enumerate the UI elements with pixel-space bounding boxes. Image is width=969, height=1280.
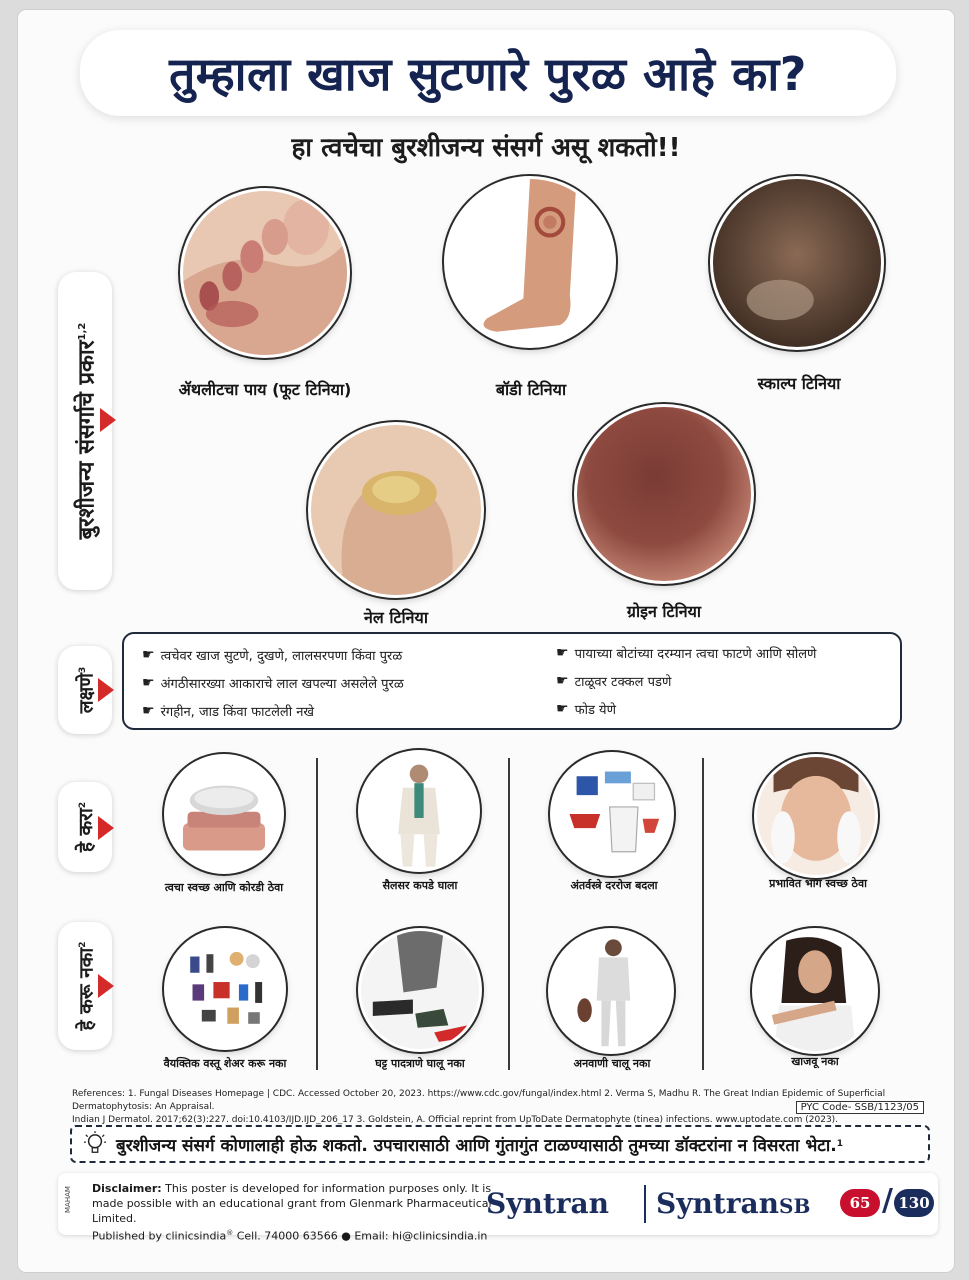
badge-65: 65 <box>840 1189 880 1217</box>
type-caption-nail: नेल टिनिया <box>364 608 428 627</box>
symptoms-box <box>122 632 902 730</box>
list-item: ☛ रंगहीन, जाड किंवा फाटलेली नखे <box>142 703 315 720</box>
lightbulb-icon <box>84 1131 106 1157</box>
type-caption-scalp: स्काल्प टिनिया <box>757 374 841 393</box>
arrow-icon <box>98 816 114 840</box>
body-tinea-image <box>444 176 616 348</box>
barefoot-image <box>548 928 674 1054</box>
dont-caption-footwear: घट्ट पादत्राणे घालू नका <box>375 1057 465 1070</box>
side-tab-types-label: बुरशीजन्य संसर्गाचे प्रकार <box>74 340 99 540</box>
list-item: ☛ अंगठीसारख्या आकाराचे लाल खपल्या असलेले पुरळ <box>142 675 404 692</box>
loose-clothes-image <box>358 750 480 872</box>
side-tab-do-label: हे करा <box>74 808 97 853</box>
tight-footwear-image <box>358 928 482 1052</box>
brand-syntran-sb: SyntranSB <box>656 1187 811 1220</box>
side-tab-do <box>58 782 112 872</box>
disclaimer: Disclaimer: This poster is developed for information purposes only. It is made possible with an educational grant from Glenmark Pharmaceutical Limited. Published by clinicsindia® Cell. 74000 63566 ● Email: hi@clinicsindia.in <box>92 1182 492 1243</box>
doctor-callout <box>70 1125 930 1163</box>
title-banner <box>80 30 896 116</box>
arrow-icon <box>100 408 116 432</box>
side-tab-types-ref: 1,2 <box>76 322 88 341</box>
brand-separator <box>644 1185 646 1223</box>
side-tab-symptoms-ref: 3 <box>77 666 88 674</box>
arrow-icon <box>98 974 114 998</box>
pointing-hand-icon: ☛ <box>142 703 155 719</box>
athletes-foot-image <box>180 188 350 358</box>
scalp-tinea-image <box>710 176 884 350</box>
list-item: ☛ पायाच्या बोटांच्या दरम्यान त्वचा फाटणे आणि सोलणे <box>556 645 817 662</box>
side-tab-symptoms-label: लक्षणे <box>74 673 97 714</box>
page-title: तुम्हाला खाज सुटणारे पुरळ आहे का? <box>169 47 807 101</box>
badge-130: 130 <box>894 1189 934 1217</box>
brand-syntran: Syntran <box>486 1187 610 1220</box>
column-divider <box>702 758 704 1070</box>
pointing-hand-icon: ☛ <box>556 673 569 689</box>
dont-caption-share: वैयक्तिक वस्तू शेअर करू नका <box>163 1057 287 1070</box>
towel-image <box>164 754 284 874</box>
type-caption-body: बॉडी टिनिया <box>495 380 567 399</box>
type-caption-athletes-foot: ॲथलीटचा पाय (फूट टिनिया) <box>178 380 352 399</box>
pointing-hand-icon: ☛ <box>142 647 155 663</box>
do-caption-innerwear: अंतर्वस्त्रे दररोज बदला <box>570 879 658 892</box>
pointing-hand-icon: ☛ <box>556 701 569 717</box>
list-item: ☛ त्वचेवर खाज सुटणे, दुखणे, लालसरपणा किंवा पुरळ <box>142 647 403 664</box>
side-tab-do-ref: 2 <box>77 801 88 809</box>
groin-tinea-image <box>574 404 754 584</box>
badge-slash: / <box>882 1183 893 1218</box>
dont-caption-barefoot: अनवाणी चालू नका <box>573 1057 651 1070</box>
do-caption-loose: सैलसर कपडे घाला <box>382 879 458 892</box>
pointing-hand-icon: ☛ <box>556 645 569 661</box>
list-item: ☛ फोड येणे <box>556 701 616 718</box>
pointing-hand-icon: ☛ <box>142 675 155 691</box>
dont-caption-scratch: खाजवू नका <box>791 1055 839 1068</box>
personal-items-image <box>164 928 286 1050</box>
side-tab-dont <box>58 922 112 1050</box>
footer <box>58 1173 938 1243</box>
references: References: 1. Fungal Diseases Homepage | CDC. Accessed October 20, 2023. https://www.cdc.gov/fungal/index.html 2. Verma S, Madhu R. The Great Indian Epidemic of Superficial Dermatophytosis: An Appraisal. Indian J Dermatol. 2017;62(3):227. doi:10.4103/IJD.IJD_206_17 3. Goldstein, A. Official reprint from UpToDate Dermatophyte (tinea) infections. www.uptodate.com (2023). <box>72 1089 886 1125</box>
type-caption-groin: ग्रोइन टिनिया <box>626 602 702 621</box>
nail-tinea-image <box>308 422 484 598</box>
arrow-icon <box>98 678 114 702</box>
page-subtitle: हा त्वचेचा बुरशीजन्य संसर्ग असू शकतो!! <box>291 133 681 163</box>
side-tab-types <box>58 272 112 590</box>
face-wash-image <box>754 754 878 878</box>
pyc-code: PYC Code- SSB/1123/05 <box>796 1101 924 1114</box>
side-tab-dont-ref: 2 <box>77 941 88 948</box>
poster-code: MAHAM <box>64 1186 72 1213</box>
column-divider <box>316 758 318 1070</box>
callout-text: बुरशीजन्य संसर्ग कोणालाही होऊ शकतो. उपचारासाठी आणि गुंतागुंत टाळण्यासाठी तुमच्या डॉक्टरांना न विसरता भेटा. <box>116 1135 837 1156</box>
scratching-image <box>752 928 878 1054</box>
column-divider <box>508 758 510 1070</box>
do-caption-dry: त्वचा स्वच्छ आणि कोरडी ठेवा <box>164 881 284 894</box>
list-item: ☛ टाळूवर टक्कल पडणे <box>556 673 672 690</box>
callout-ref: 1 <box>836 1139 844 1149</box>
side-tab-symptoms <box>58 646 112 734</box>
side-tab-dont-label: हे करू नका <box>75 947 97 1031</box>
poster <box>18 10 954 1272</box>
do-caption-clean: प्रभावित भाग स्वच्छ ठेवा <box>769 877 867 890</box>
innerwear-image <box>550 752 674 876</box>
